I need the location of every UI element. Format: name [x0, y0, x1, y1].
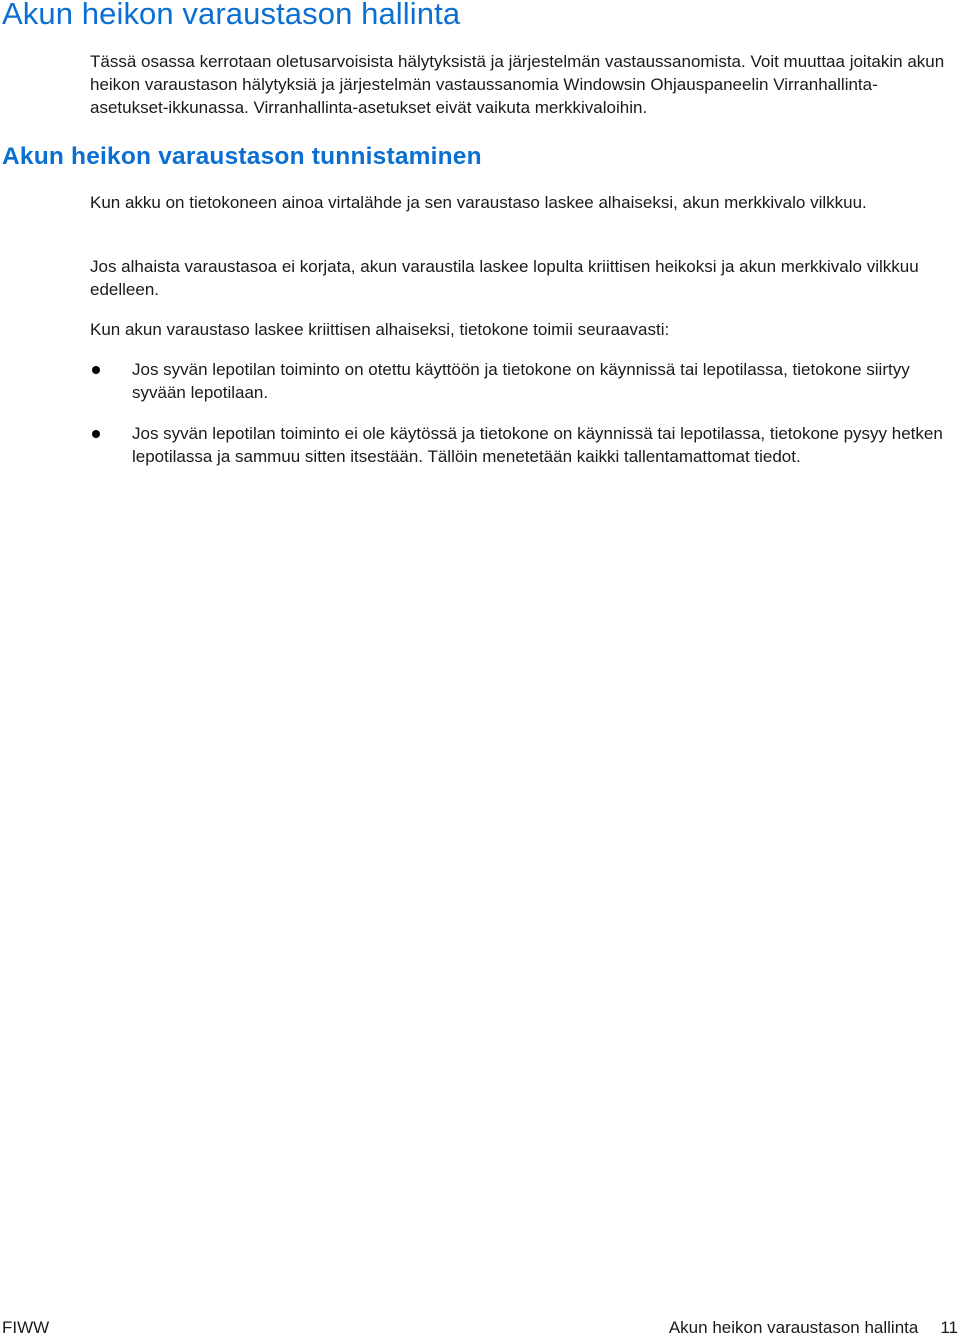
list-item-text: Jos syvän lepotilan toiminto on otettu käyttöön ja tietokone on käynnissä tai lepotilassa, tietokone siirtyy syvään lepotilaan. [132, 360, 910, 402]
section-paragraph: Kun akku on tietokoneen ainoa virtalähde ja sen varaustaso laskee alhaiseksi, akun merkkivalo vilkkuu. [90, 193, 867, 212]
page-footer [0, 1318, 960, 1338]
section-title: Akun heikon varaustason tunnistaminen [2, 143, 482, 170]
page-number: 11 [940, 1318, 958, 1337]
footer-right [669, 1318, 958, 1338]
section-paragraph: Jos alhaista varaustasoa ei korjata, akun varaustila laskee lopulta kriittisen heikoksi ja akun merkkivalo vilkkuu edelleen. [90, 257, 919, 299]
section-paragraph: Kun akun varaustaso laskee kriittisen alhaiseksi, tietokone toimii seuraavasti: [90, 320, 670, 339]
list-item-text: Jos syvän lepotilan toiminto ei ole käytössä ja tietokone on käynnissä tai lepotilassa, tietokone pysyy hetken lepotilassa ja sammuu sitten itsestään. Tällöin menetetään kaikki tallentamattomat tiedot. [132, 424, 943, 466]
bullet-icon [92, 430, 100, 438]
bullet-icon [92, 366, 100, 374]
page-title: Akun heikon varaustason hallinta [2, 0, 461, 31]
intro-paragraph: Tässä osassa kerrotaan oletusarvoisista hälytyksistä ja järjestelmän vastaussanomista. Voit muuttaa joitakin akun heikon varaustason hälytyksiä ja järjestelmän vastaussanomia Windowsin Ohjauspaneelin Virranhallinta-asetukset-ikkunassa. Virranhallinta-asetukset eivät vaikuta merkkivaloihin. [90, 52, 945, 117]
footer-locale: FIWW [2, 1318, 50, 1337]
footer-title: Akun heikon varaustason hallinta [668, 1318, 919, 1337]
